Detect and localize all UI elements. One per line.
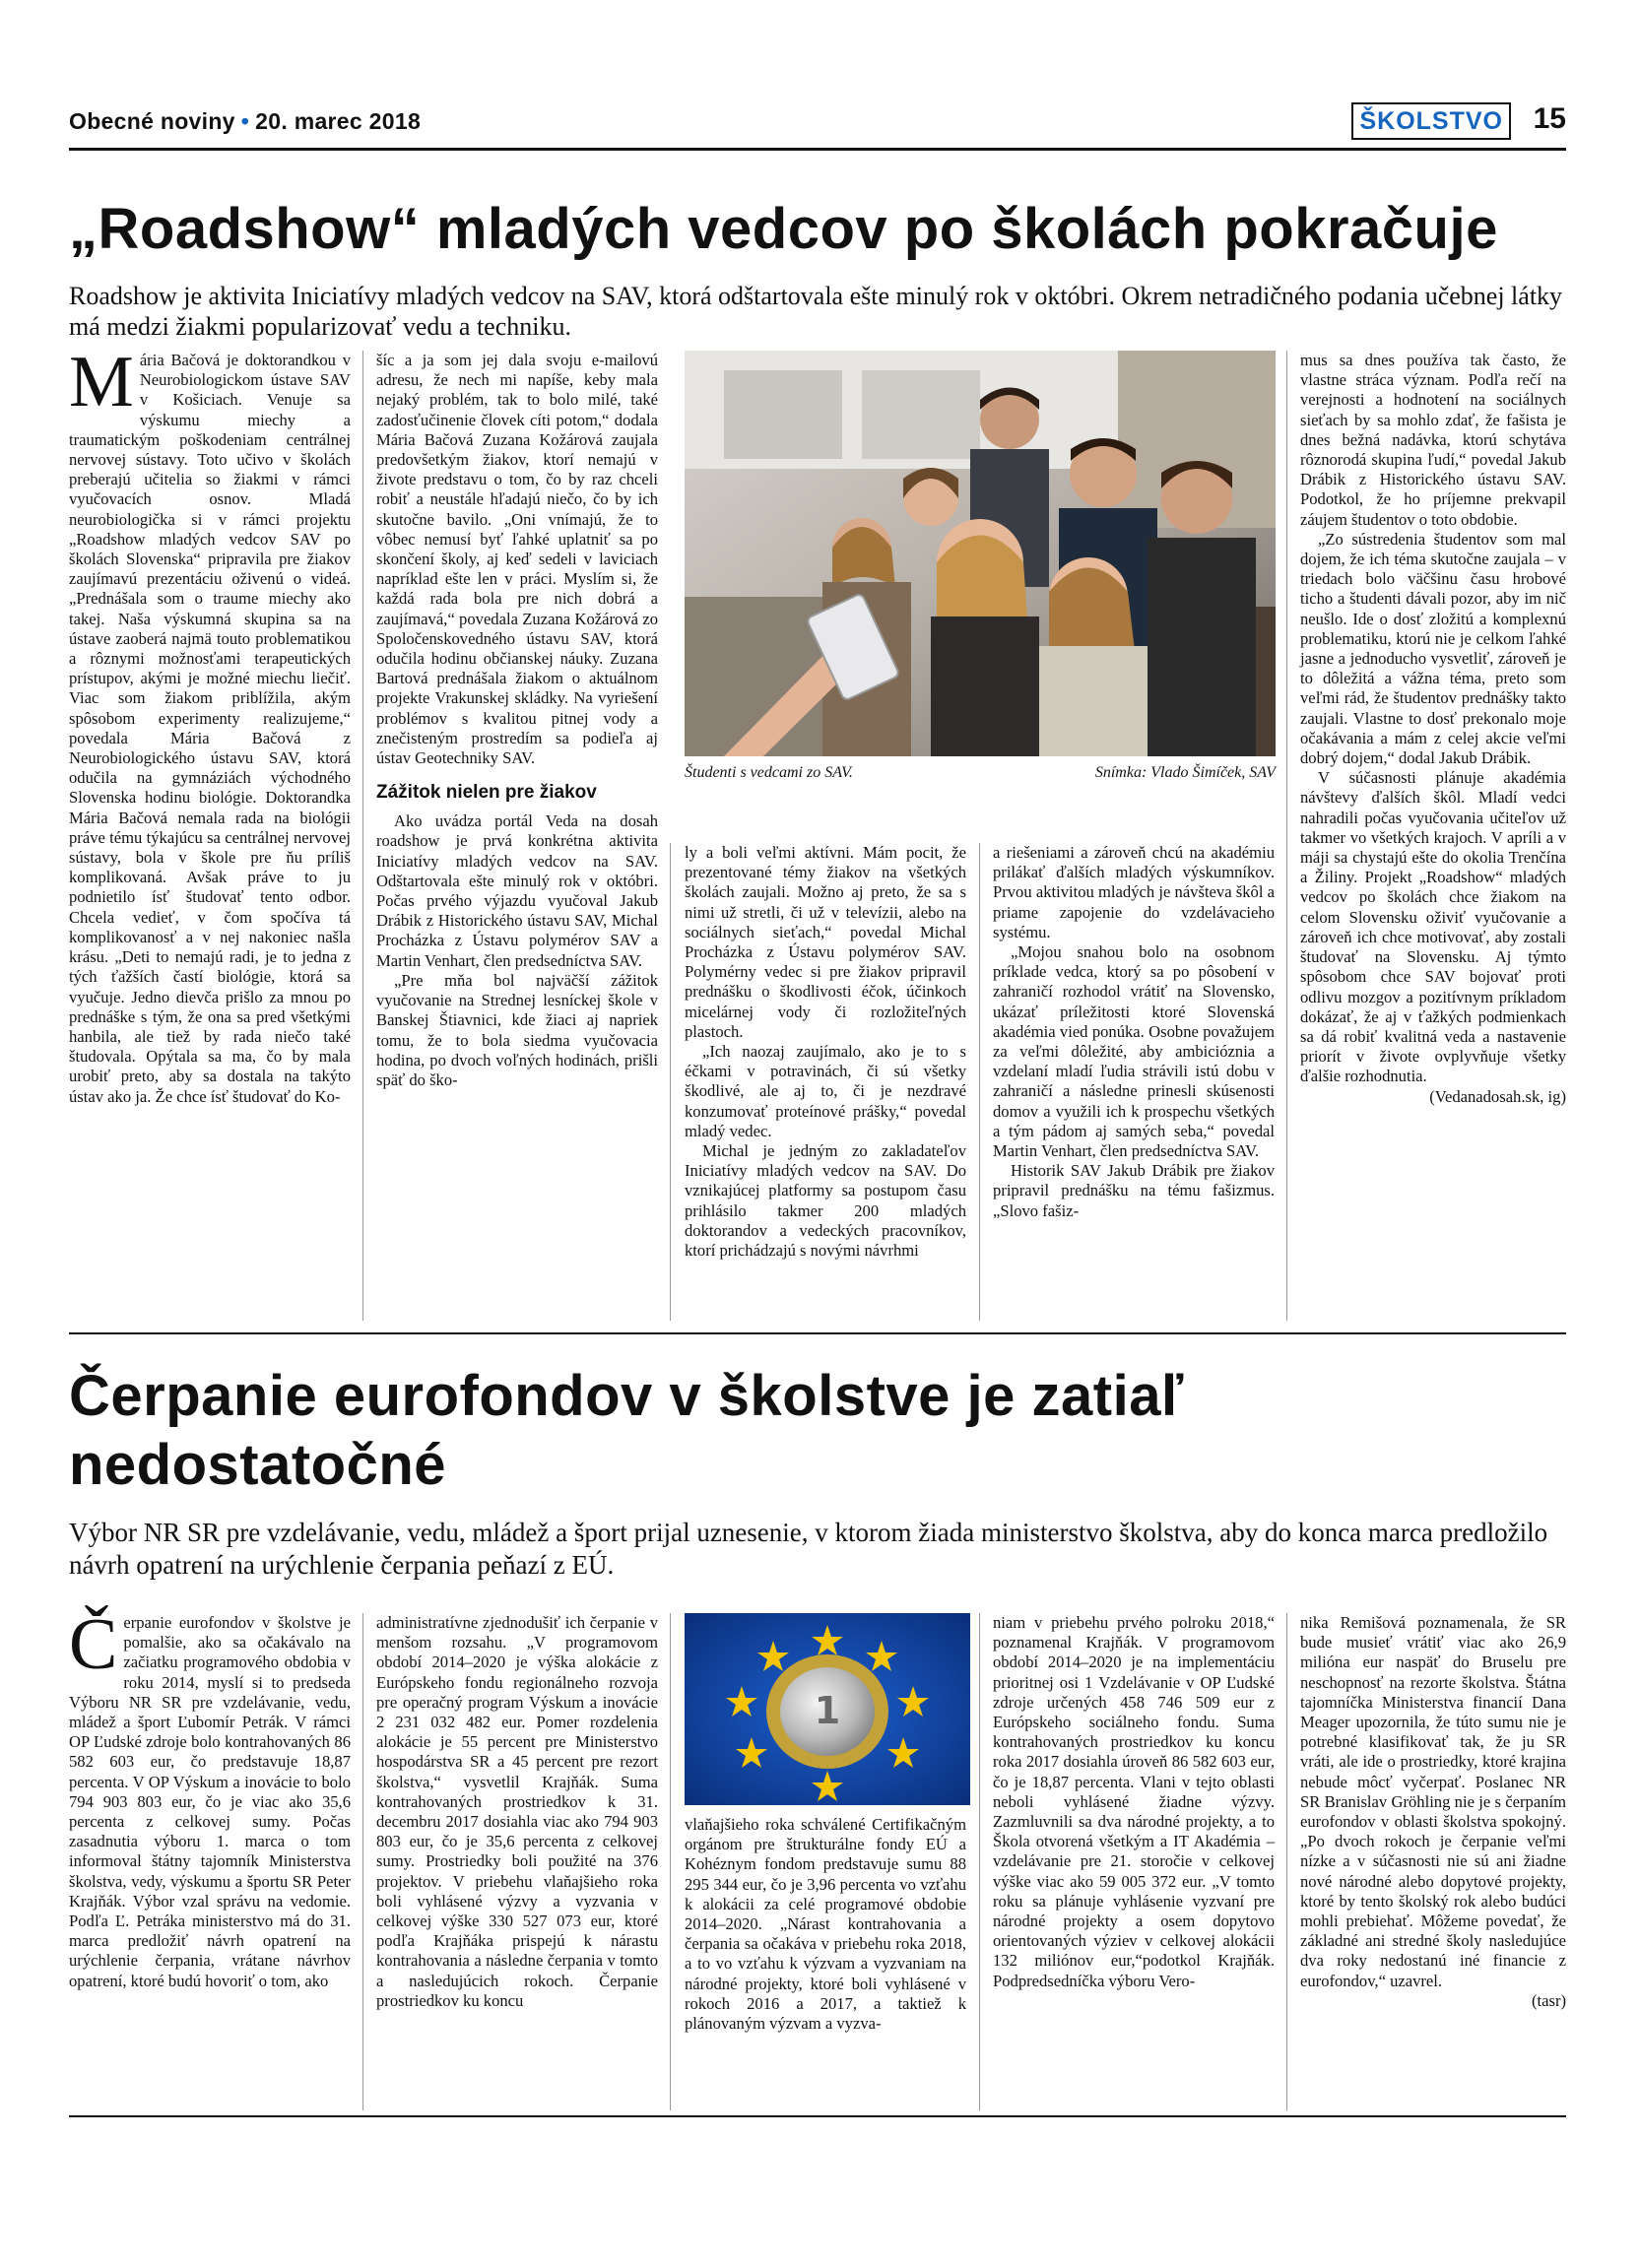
article1-dropcap: M [69,342,134,422]
article1-column-3 [685,843,966,1261]
article1-col3-p1: ly a boli veľmi aktívni. Mám pocit, že prezentované témy žiakov na všetkých školách zaujali. Možno aj preto, že sa s nimi už stretli, či už v televízii, alebo na sociálnych sieťach,“ povedal Michal Procházka z Ústavu polymérov SAV. Polymérny vedec si pre žiakov pripravil prednášku o škodlivosti éčok, účinkoch micelárnej vody či rozložiteľných plastoch. [685,843,966,1041]
masthead [69,108,421,135]
article1-col2-p3: „Pre mňa bol najväčší zážitok vyučovanie na Strednej lesníckej škole v Banskej Štiavnici, kde žiaci aj napriek tomu, že to bola siedma vyučovacia hodina, po dvoch voľných hodinách, prišli späť do ško- [376,970,658,1089]
article2-headline [69,1362,1566,1500]
column-divider [979,1613,980,2110]
section-badge: ŠKOLSTVO [1351,102,1511,140]
publication-name: Obecné noviny [69,108,235,134]
issue-date: 20. marec 2018 [255,108,422,134]
article2-col5-p1: nika Remišová poznamenala, že SR bude musieť vrátiť viac ako 26,9 milióna eur naspäť do Bruselu pre neschopnosť na rezorte školstva. Štátna tajomníčka Ministerstva financií Dana Meager upozornila, že túto sumu nie je potrebné klasifikovať tak, že ju SR vráti, ale ide o prostriedky, ktoré krajina nebude môcť vyčerpať. Poslanec NR SR Branislav Gröhling nie je s čerpaním eurofondov v oblasti školstva spokojný. „Po dvoch rokoch je čerpanie veľmi nízke a v súčasnosti nie sú ani žiadne nové národné alebo dopytové projekty, ktoré by tento školský rok alebo budúci mohli prebiehať. Môžeme povedať, že základné ani stredné školy nasledujúce dva roky nedostanú iné financie z eurofondov,“ uzavrel. [1300,1613,1566,1990]
article1-col1-p1: ária Bačová je doktorandkou v Neurobiologickom ústave SAV v Košiciach. Venuje sa výskumu miechy a traumatickým poškodeniam centrálnej nervovej sústavy. Toto učivo v školách preberajú učitelia so žiakmi v rámci vyučovacích osnov. Mladá neurobiologička si v rámci projektu „Roadshow mladých vedcov SAV po školách Slovenska“ pripravila pre žiakov zaujímavú prezentáciu oživenú o videá. „Prednášala som o traume miechy ako takej. Naša výskumná skupina sa na ústave zaoberá najmä touto problematikou a rôznymi možnosťami terapeutických prístupov, akými je možné miechu liečiť. Viac som žiakom priblížila, akým spôsobom experimenty realizujeme,“ povedala Mária Bačová z Neurobiologického ústavu SAV, ktorá odučila na gymnáziách východného Slovenska hodinu biológie. Doktorandka Mária Bačová nemala rada na biológii práve tému týkajúcu sa centrálnej nervovej sústavy, bola v škole pre ňu príliš komplikovaná. Avšak práve to ju podnietilo ísť študovať tento odbor. Chcela vedieť, v čom spočíva tá komplikovanosť a v nej nakoniec našla krásu. „Deti to nemajú radi, je to jedna z tých ťažších častí biológie, ktorá sa vyučuje. Jedno dievča prišlo za mnou po prednáške s tým, že ona sa pred všetkými hanbila, ale tiež by rada niečo také študovala. Opýtala sa ma, čo by mala urobiť preto, aby sa dostala na takýto ústav ako ja. Že chce ísť študovať do Ko- [69,351,351,1106]
article1-col4-p3: Historik SAV Jakub Drábik pre žiakov pripravil prednášku na tému fašizmus. „Slovo fašiz- [993,1161,1275,1220]
column-divider [1286,351,1287,1321]
article1-col4-p1: a riešeniami a zároveň chcú na akadémiu prilákať ďalších mladých výskumníkov. Prvou aktivitou mladých je návšteva škôl a priame zapojenie do vzdelávacieho systému. [993,843,1275,941]
article1-column-2 [376,351,658,1090]
column-divider [362,351,363,1321]
article1-signature: (Vedanadosah.sk, ig) [1429,1086,1566,1106]
bullet-separator: • [240,108,250,134]
article1-col4-p2: „Mojou snahou bolo na osobnom príklade vedca, ktorý sa po pôsobení v zahraničí rozhodol vrátiť na Slovensko, ukázať príležitosti ktoré Slovenská akadémia vied ponúka. Osobne považujem za veľmi dôležité, aby ambicióznia a vzdelaní mladí ľudia strávili istú dobu v zahraničí a následne prinesli skúsenosti domov a využili ich k prospechu všetkých a tým pádom aj samých seba,“ povedal Martin Venhart, člen predsedníctva SAV. [993,942,1275,1161]
article2-dropcap: Č [69,1604,118,1685]
article1-col5-p3: V súčasnosti plánuje akadémia návštevy ďalších škôl. Mladí vedci nahradili počas vyučovania učiteľov už takmer vo všetkých krajoch. V apríli a v máji sa chystajú ešte do okolia Trenčína a Žiliny. Projekt „Roadshow“ mladých vedcov po školách chce žiakom na celom Slovensku oživiť vyučovanie a zároveň ich chce motivovať, aby zostali študovať na Slovensku. Aj týmto spôsobom chce SAV bojovať proti odlivu mozgov a pozitívnym príkladom dokázať, že aj v ťažkých podmienkach sa dá robiť kvalitná veda a nastavenie priorít v živote ovplyvňuje všetky ďalšie rozhodnutia. [1300,768,1566,1086]
column-divider [1286,1613,1287,2110]
article2-col4-p1: niam v priebehu prvého polroku 2018,“ poznamenal Krajňák. V programovom období 2014–2020 je na implementáciu prioritnej osi 1 Vzdelávanie v OP Ľudské zdroje určených 458 746 509 eur z Európskeho sociálneho fondu. Suma kontrahovaných prostriedkov ku koncu roka 2017 dosiahla úroveň 86 582 603 eur, čo je 18,87 percenta. Vlani v tejto oblasti neboli vyhlásené žiadne výzvy. Zazmluvnili sa dva národné projekty, a to Škola otvorená všetkým a IT Akadémia – vzdelávanie pre 21. storočie v celkovej výške viac ako 59 005 372 eur. „V tomto roku sa plánuje vyhlásenie vyzvaní pre národné projekty a osem dopytovo orientovaných výziev v celkovej alokácii 132 miliónov eur,“podotkol Krajňák. Podpredsedníčka výboru Vero- [993,1613,1275,1990]
euro-coin-eu-flag-photo [685,1613,970,1805]
column-divider [670,1613,671,2110]
article1-headline: „Roadshow“ mladých vedcov po školách pokračuje [69,197,1498,261]
photo-credit: Snímka: Vlado Šimíček, SAV [1094,764,1276,781]
article2-headline-line2: nedostatočné [69,1433,447,1497]
article1-col5-p1: mus sa dnes používa tak často, že vlastne stráca význam. Podľa rečí na verejnosti a hodnotení na sociálnych sieťach by sa mohlo zdať, že fašista je dnes bežná nadávka, ktorú schytáva rôznorodá skupina ľudí,“ povedal Jakub Drábik z Historického ústavu SAV. Podotkol, že ho príjemne prekvapil záujem študentov o toto obdobie. [1300,351,1566,529]
article2-signature: (tasr) [1531,1990,1566,2010]
article1-col3-p2: „Ich naozaj zaujímalo, ako je to s éčkami v potravinách, či sú všetky škodlivé, ale aj to, či je nezdravé konzumovať proteínové prášky,“ povedal mladý vedec. [685,1042,966,1140]
footer-divider [69,2115,1566,2117]
photo-caption: Študenti s vedcami zo SAV. [685,764,853,781]
article1-column-5 [1300,351,1566,1107]
euro-coin-illustration [685,1613,970,1805]
article2-col3-p1: vlaňajšieho roka schválené Certifikačným orgánom pre štrukturálne fondy EÚ a Kohéznym fondom predstavuje sumu 88 295 344 eur, čo je 3,96 percenta vo vzťahu k alokácii za celé programové obdobie 2014–2020. „Nárast kontrahovania a čerpania sa očakáva v priebehu roka 2018, a to vo vzťahu k výzvam a vyzvaniam na národné projekty, ktoré boli vyhlásené v rokoch 2016 a 2017, a taktiež k plánovaným výzvam a vyzva- [685,1815,966,2034]
article1-subhead: Zážitok nielen pre žiakov [376,782,597,804]
column-divider [670,843,671,1321]
article2-column-5 [1300,1613,1566,2011]
article2-column-3 [685,1815,966,2034]
article1-lead: Roadshow je aktivita Iniciatívy mladých vedcov na SAV, ktorá odštartovala ešte minulý rok v októbri. Okrem netradičného podania učebnej látky má medzi žiakmi popularizovať vedu a techniku. [69,282,1563,341]
svg-text:1: 1 [814,1689,841,1732]
page-header [69,102,1566,144]
article1-column-4 [993,843,1275,1221]
column-divider [362,1613,363,2110]
article2-col2-p1: administratívne zjednodušiť ich čerpanie v menšom rozsahu. „V programovom období 2014–2020 je výška alokácie z Európskeho fondu regionálneho rozvoja pre operačný program Výskum a inovácie 2 231 032 482 eur. Pomer rozdelenia alokácie je 55 percent pre Ministerstvo hospodárstva SR a 45 percent pre rezort školstva,“ vysvetlil Krajňák. Suma kontrahovaných prostriedkov k 31. decembru 2017 dosiahla viac ako 794 903 803 eur, čo je 35,6 percenta z celkovej sumy. Prostriedky boli použité na 376 projektov. V priebehu vlaňajšieho roka boli vyhlásené výzvy a vyzvania v celkovej výške 330 527 073 eur, ktoré podľa Krajňáka prispejú k nárastu kontrahovania a následne čerpania v tomto a nasledujúcich rokoch. Čerpanie prostriedkov ku koncu [376,1613,658,2010]
article1-col2-p1: šíc a ja som jej dala svoju e-mailovú adresu, že nech mi napíše, keby mala nejaký problém, tak to bolo milé, také zadosťučinenie človek cíti potom,“ dodala Mária Bačová Zuzana Kožárová zaujala predovšetkým žiakov, ktorí nemajú v živote predstavu o tom, čo by raz chceli robiť a neustále hľadajú niečo, čo by ich skutočne bavilo. „Oni vnímajú, že to vôbec nemusí byť ľahké uplatniť sa po skončení školy, aj keď sedeli v laviciach napríklad ešte len v práci. Myslím si, že každá rada bola pre nich dobrá a zaujímavá,“ povedala Zuzana Kožárová zo Spoločenskovedného ústavu SAV, ktorá odučila hodinu občianskej náuky. Zuzana Bartová prednášala žiakom o aktuálnom projekte Vrakunskej skládky. Na vyriešení problémov s kvalitou pitnej vody a znečisteným prostredím sa podieľa aj ústav Geotechniky SAV. [376,351,658,768]
column-divider [979,843,980,1321]
article2-lead: Výbor NR SR pre vzdelávanie, vedu, mládež a šport prijal uznesenie, v ktorom žiada ministerstvo školstva, aby do konca marca predložilo návrh opatrení na urýchlenie čerpania peňazí z EÚ. [69,1518,1548,1580]
page-number: 15 [1533,102,1566,135]
header-divider [69,148,1566,151]
article1-col2-p2: Ako uvádza portál Veda na dosah roadshow je prvá konkrétna aktivita Iniciatívy mladých vedcov na SAV. Odštartovala ešte minulý rok v októbri. Počas prvého výjazdu vyučoval Jakub Drábik z Historického ústavu SAV, Michal Procházka z Ústavu polymérov SAV a Martin Venhart, člen predsedníctva SAV. [376,811,658,970]
article2-headline-line1: Čerpanie eurofondov v školstve je zatiaľ [69,1364,1184,1428]
article1-col5-p2: „Zo sústredenia študentov som mal dojem, že ich téma skutočne zaujala – v triedach bolo väčšinu času hrobové ticho a študenti dávali pozor, aby im nič neušlo. Ide o dosť zložitú a komplexnú problematiku, ktorú nie je celkom ľahké jasne a jednoducho vysvetliť, zároveň je to dôležitá a vážna téma, preto som veľmi rád, že študentov prednášky takto zaujali. Vlastne to dosť prekonalo moje očakávania a mám z celej akcie veľmi dobrý dojem,“ dodal Jakub Drábik. [1300,529,1566,768]
article2-col1-p1: erpanie eurofondov v školstve je pomalšie, ako sa očakávalo na začiatku programového obdobia v roku 2014, myslí si to predseda Výboru NR SR pre vzdelávanie, vedu, mládež a šport Ľubomír Petrák. V rámci OP Ľudské zdroje bolo kontrahovaných 86 582 603 eur, čo predstavuje 18,87 percenta. V OP Výskum a inovácie to bolo 794 903 803 eur, čo je viac ako 35,6 percenta z celkovej sumy. Počas zasadnutia výboru 1. marca o tom informoval štátny tajomník Ministerstva školstva, vedy, výskumu a športu SR Peter Krajňák. Výbor vzal správu na vedomie. Podľa Ľ. Petráka ministerstvo má do 31. marca predložiť návrh opatrení na urýchlenie čerpania, vrátane návrhov opatrení, ktoré budú hovoriť o tom, ako [69,1613,351,1990]
article2-column-4 [993,1613,1275,1991]
article1-col3-p3: Michal je jedným zo zakladateľov Iniciatívy mladých vedcov na SAV. Do vznikajúcej platformy sa postupom času prihlásilo takmer 200 mladých doktorandov a vedeckých pracovníkov, ktorí prichádzajú s novými návrhmi [685,1141,966,1261]
article2-column-2 [376,1613,658,2011]
article2-column-1 [69,1604,351,1991]
article-divider [69,1332,1566,1334]
group-selfie-photo [685,351,1276,756]
group-selfie-illustration [685,351,1276,756]
article1-column-1 [69,342,351,1107]
